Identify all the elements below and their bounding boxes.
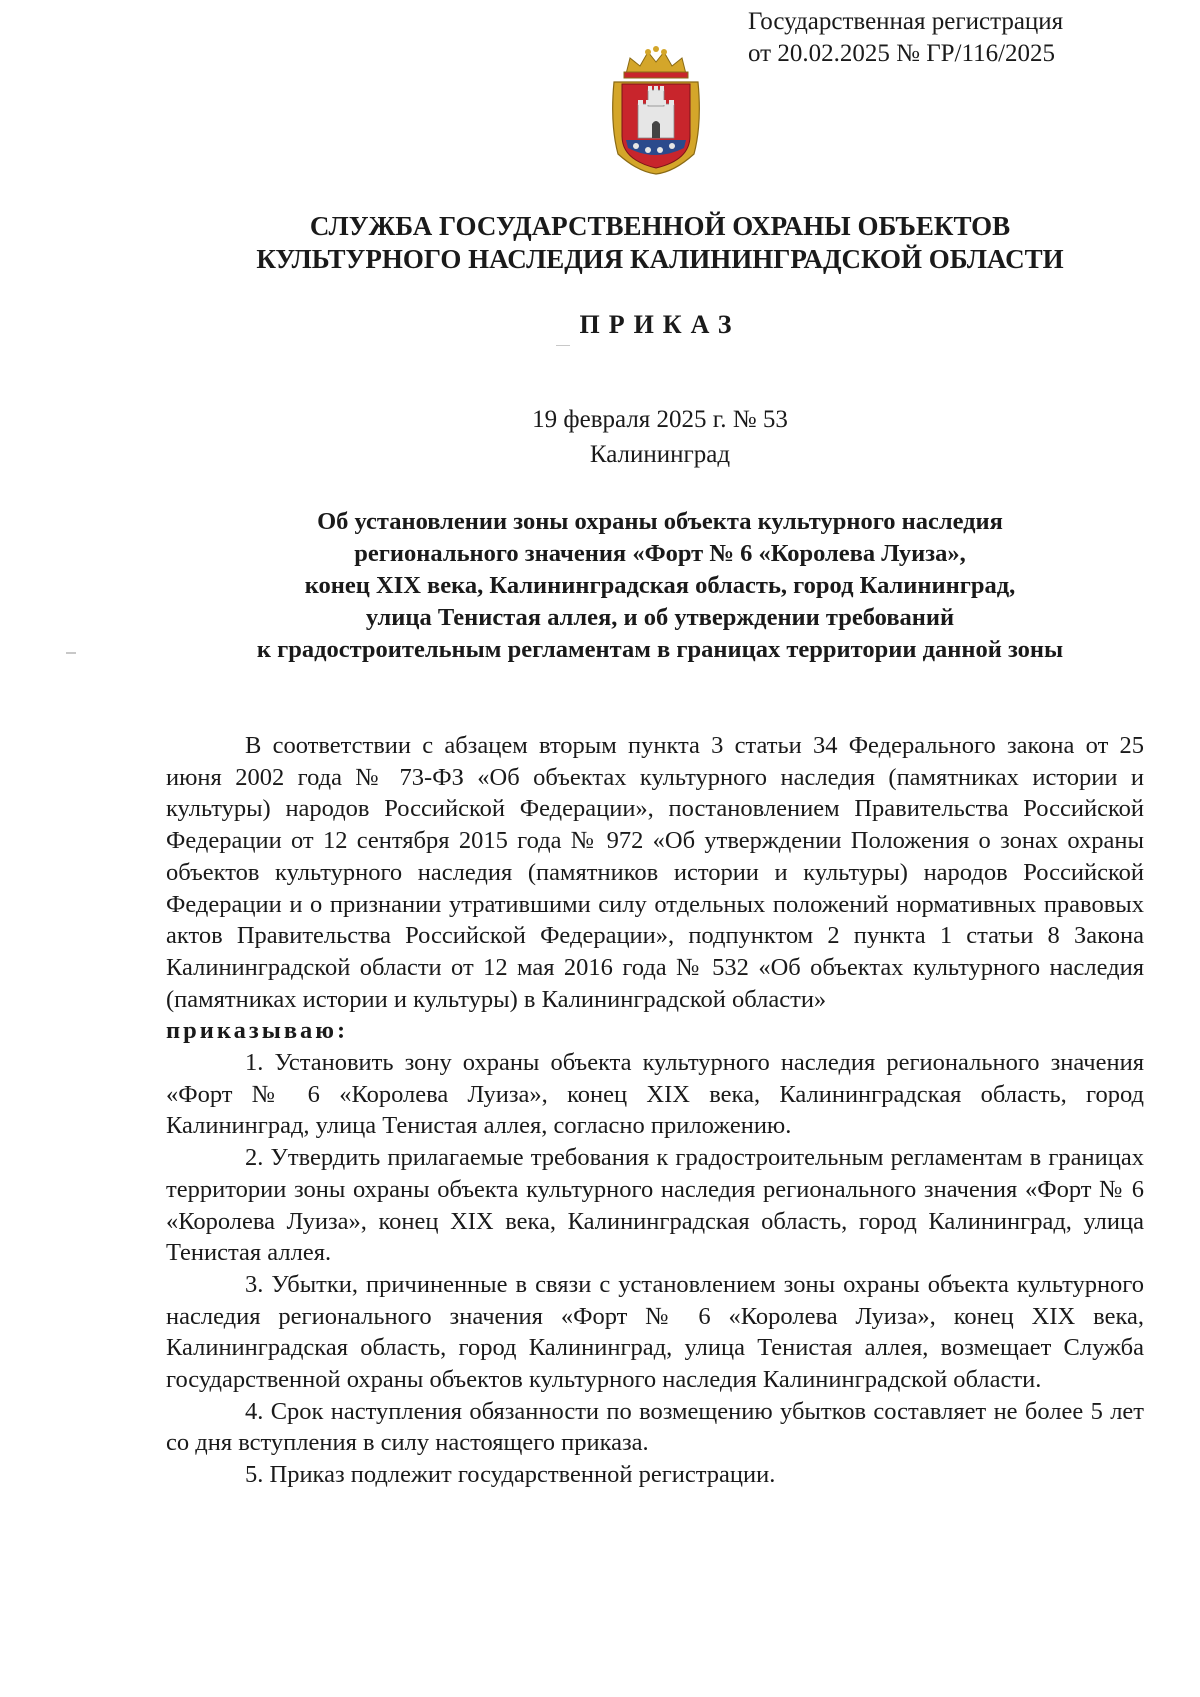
- order-heading: ПРИКАЗ: [579, 310, 741, 339]
- kaliningrad-oblast-coat-of-arms-icon: [608, 44, 704, 176]
- organization-name-line-2: КУЛЬТУРНОГО НАСЛЕДИЯ КАЛИНИНГРАДСКОЙ ОБЛАСТИ: [256, 244, 1064, 274]
- registration-stamp: [748, 6, 1188, 70]
- preamble-paragraph: [166, 730, 1144, 1047]
- organization-name: [160, 210, 1160, 276]
- order-item: 4. Срок наступления обязанности по возмещению убытков составляет не более 5 лет со дня вступления в силу настоящего приказа.: [166, 1397, 1144, 1457]
- order-body: [166, 730, 1144, 1491]
- order-item: 2. Утвердить прилагаемые требования к градостроительным регламентам в границах территории зоны охраны объекта культурного наследия регионального значения «Форт № 6 «Королева Луиза», конец XIX века, Калининградская область, город Калининград, улица Тенистая аллея.: [166, 1144, 1144, 1267]
- subject-line-2: регионального значения «Форт № 6 «Королева Луиза»,: [354, 540, 966, 567]
- subject-line-1: Об установлении зоны охраны объекта культурного наследия: [317, 508, 1003, 535]
- subject-line-5: к градостроительным регламентам в границах территории данной зоны: [256, 636, 1064, 663]
- order-date-number: 19 февраля 2025 г. № 53: [532, 406, 788, 433]
- order-item: 3. Убытки, причиненные в связи с установлением зоны охраны объекта культурного наследия регионального значения «Форт № 6 «Королева Луиза», конец XIX века, Калининградская область, город Калининград, улица Тенистая аллея, возмещает Служба государственной охраны объектов культурного наследия Калининградской области.: [166, 1270, 1144, 1394]
- order-item: 5. Приказ подлежит государственной регистрации.: [245, 1461, 776, 1489]
- order-city: Калининград: [589, 441, 731, 468]
- organization-name-line-1: СЛУЖБА ГОСУДАРСТВЕННОЙ ОХРАНЫ ОБЪЕКТОВ: [309, 211, 1011, 241]
- order-subject: [150, 506, 1170, 666]
- order-item: 1. Установить зону охраны объекта культурного наследия регионального значения «Форт № 6 «Королева Луиза», конец XIX века, Калининградская область, город Калининград, улица Тенистая аллея, согласно приложению.: [166, 1049, 1144, 1140]
- scan-artifact: [66, 652, 76, 654]
- registration-line-2: от 20.02.2025 № ГР/116/2025: [748, 40, 1056, 67]
- order-word: приказываю:: [166, 1017, 349, 1045]
- subject-line-3: конец XIX века, Калининградская область, город Калининград,: [304, 572, 1016, 599]
- subject-line-4: улица Тенистая аллея, и об утверждении требований: [365, 604, 955, 631]
- registration-line-1: Государственная регистрация: [748, 8, 1064, 35]
- preamble-text: В соответствии с абзацем вторым пункта 3 статьи 34 Федерального закона от 25 июня 2002 года № 73-ФЗ «Об объектах культурного наследия (памятниках истории и культуры) народов Российской Федерации», постановлением Правительства Российской Федерации от 12 сентября 2015 года № 972 «Об утверждении Положения о зонах охраны объектов культурного наследия (памятников истории и культуры) народов Российской Федерации и о признании утратившими силу отдельных положений нормативных правовых актов Правительства Российской Федерации», подпунктом 2 пункта 1 статьи 8 Закона Калининградской области от 12 мая 2016 года № 532 «Об объектах культурного наследия (памятниках истории и культуры) в Калининградской области»: [166, 732, 1144, 1013]
- scan-artifact: [556, 345, 570, 346]
